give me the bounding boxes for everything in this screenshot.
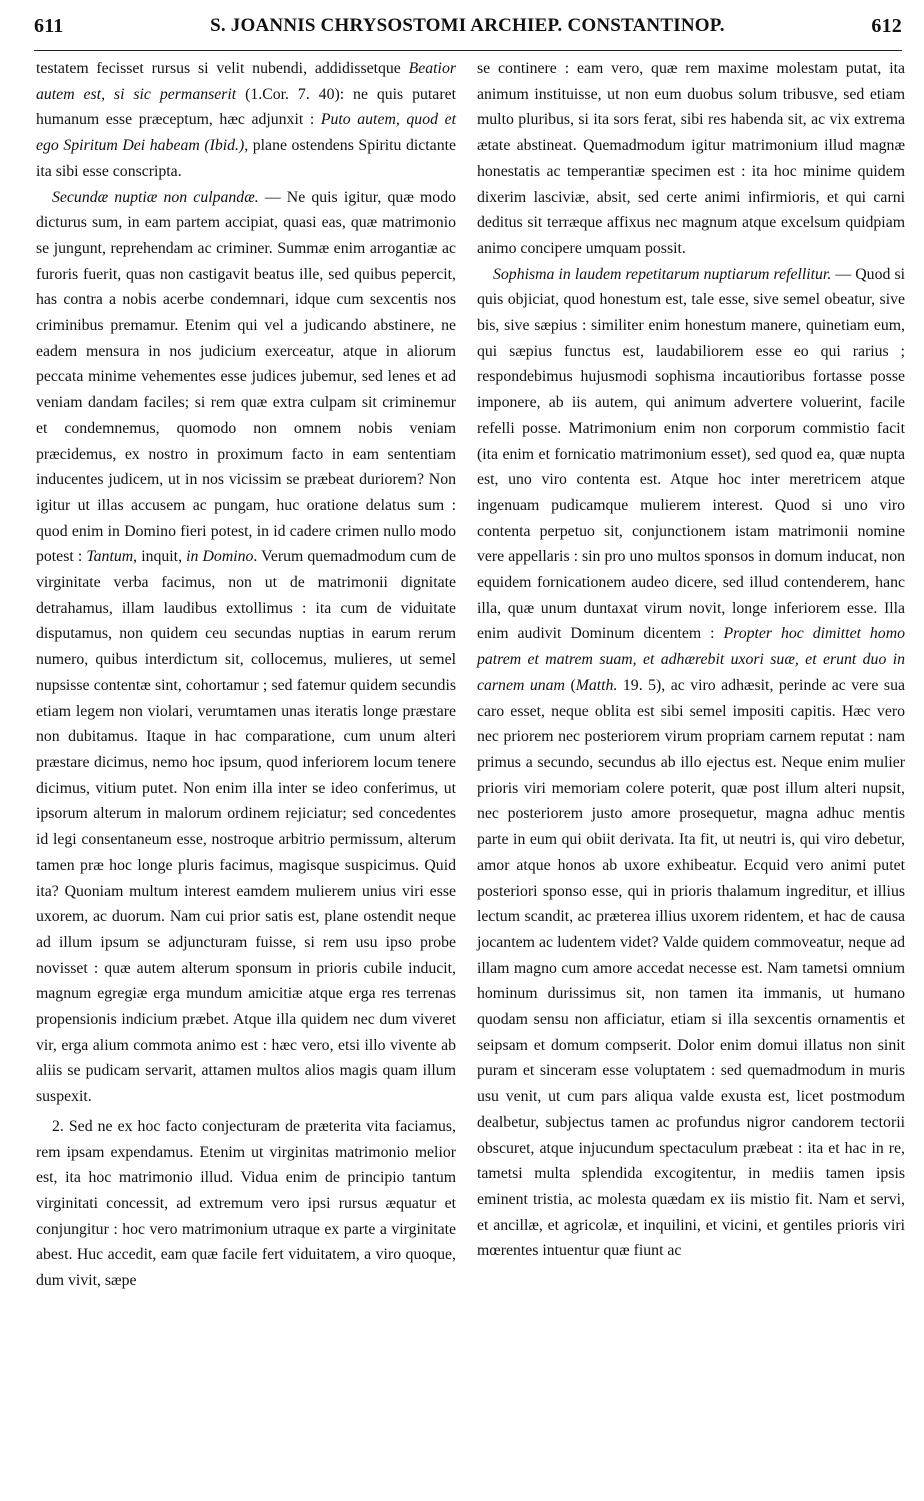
left-column bbox=[36, 56, 456, 1481]
left-paragraph-3: 2. Sed ne ex hoc facto conjecturam de præterita vita faciamus, rem ipsam expendamus. Etenim ut virginitas matrimonio melior est, ita hoc matrimonio illud. Vidua enim de principio tantum virginitati concessit, ad extremum vero ipsi rursus æquatur et conjungitur : hoc vero matrimonium utraque ex parte a virginitate abest. Huc accedit, eam quæ facile fert viduitatem, a viro quoque, dum vivit, sæpe bbox=[36, 1117, 456, 1290]
right-paragraph-2: Sophisma in laudem repetitarum nuptiarum refellitur. — Quod si quis objiciat, quod honestum est, tale esse, sive semel obeatur, sive bis, sive sæpius : similiter enim honestum manere, quinetiam eum, qui sæpius functus est, laudabiliorem esse eo qui rarius ; respondebimus hujusmodi sophisma incautioribus fortasse posse imponere, ab iis autem, qui animum advertere voluerint, facile refelli posse. Matrimonium enim non corporum commistio facit (ita enim et fornicatio matrimonium esset), sed quod ea, quæ nupta est, uno viro contenta est. Atque hoc inter meretricem atque ingenuam pudicamque mulierem interest. Quod si uno viro contenta perpetuo sit, conjunctionem istam matrimonii nomine vere appellaris : sin pro uno multos sponsos in domum inducat, non equidem fornicationem audeo dicere, sed illud contenderem, hanc illa, quæ unum duntaxat virum novit, longe inferiorem esse. Illa enim audivit Dominum dicentem : Propter hoc dimittet homo patrem et matrem suam, et adhærebit uxori suæ, et erunt duo in carnem unam (Matth. 19. 5), ac viro adhæsit, perinde ac vere sua caro esset, neque oblita est sibi semel impositi capitis. Hæc vero nec priorem nec posteriorem virum propriam carnem reputat : nam primus a secundo, secundus ab illo ejectus est. Neque enim mulier prioris viri memoriam colere poterit, quæ post illum alteri nupsit, nec posteriorem justo amore prosequetur, magna adhuc mentis parte in eum qui obiit derivata. Ita fit, ut neutri is, qui viro debetur, amor atque honos ab uxore exhibeatur. Ecquid vero animi putet posteriori sponso esse, qui in prioris thalamum ingreditur, et illius lectum scandit, ac præterea illius uxorem ridentem, et hac de causa jocantem ac ludentem videt? Valde quidem commoveatur, neque ad illam magno cum amore accedat necesse est. Nam tametsi omnium hominum durissimus sit, non tamen ita immanis, ut humano quodam sensu non afficiatur, etiam si illa sexcentis ornamentis et seipsam et domum compserit. Dolor enim domui illatus non sinit puram et sinceram esse voluptatem : sed quemadmodum in muris usu venit, ut cum pars aliqua valde exusta est, licet postmodum dealbetur, subjectus tamen ac profundus nigror candorem tectorii obscuret, atque injucundum spectaculum præbeat : ita et hac in re, tametsi multa splendida excogitentur, in mediis tamen ipsis eminent tristia, ac molesta quædam ex iis mistio fit. Nam et servi, et ancillæ, et agricolæ, et inquilini, et vicini, et gentiles prioris viri mœrentes intuentur quæ fiunt ac bbox=[477, 265, 906, 1260]
section-heading: Sophisma in laudem repetitarum nuptiarum refellitur. bbox=[493, 265, 832, 283]
header-rule bbox=[34, 50, 902, 51]
right-paragraph-1: se continere : eam vero, quæ rem maxime molestam putat, ita animum instituisse, ut non eum duobus solum tribusve, sed etiam multo pluribus, si ita sors ferat, sibi res habenda sit, ac vix extrema ætate abstineat. Quemadmodum igitur matrimonium illud magnæ honestatis ac temperantiæ specimen est : ita hoc minime quidem dixerim lasciviæ, absit, sed certe animi infirmioris, et qui carni deditus sit terræque affixus nec magnum atque excelsum quidpiam animo concipere umquam possit. bbox=[477, 60, 905, 257]
section-heading: Secundæ nuptiæ non culpandæ. bbox=[52, 188, 259, 206]
page-header bbox=[34, 8, 902, 44]
left-paragraph-2: Secundæ nuptiæ non culpandæ. — Ne quis igitur, quæ modo dicturus sum, in eam partem accipiat, quasi eas, quæ matrimonio se jungunt, reprehendam ac criminer. Summæ enim arrogantiæ ac furoris fuerit, quas non castigavit beatus ille, sed quibus pepercit, has contra a nobis acerbe condemnari, idque cum sexcentis nos criminibus premamur. Etenim qui vel a judicando abstinere, ne eadem mensura in nos judicium exerceatur, atque in aliorum peccata minime vehementes esse judices jubemur, sed lenes et ad veniam dandam faciles; si rem quæ extra culpam sit criminemur et condemnemus, quomodo non omnem nobis veniam præcidemus, ex nostro in proximum facto in eam sententiam inducentes judicem, ut in nos vicissim se præbeat duriorem? Non igitur ut illas accusem ac pungam, huc oratione delatus sum : quod enim in Domino fieri potest, in id cadere crimen nullo modo potest : Tantum, inquit, in Domino. Verum quemadmodum cum de virginitate verba facimus, non ut de matrimonii dignitate detrahamus, illam laudibus extollimus : ita cum de viduitate disputamus, non quidem ceu secundas nuptias in earum rerum numero, quibus interdictum sit, collocemus, mulieres, ut semel nupsisse contentæ sint, cohortamur ; sed fatemur quidem secundis etiam legem non violari, verumtamen unas iteratis longe præstare non dubitamus. Itaque in hac comparatione, cum unum alteri præstare dicimus, nemo hoc ipsum, quod inferiorem locum tenere dicimus, vitium putet. Non enim illa inter se ideo conferimus, ut ipsorum alterum in malorum ordinem rejiciatur; sed concedentes id legi consentaneum esse, nostroque arbitrio permissum, alterum tamen præ hoc longe pluris facimus, magisque suspicimus. Quid ita? Quoniam multum interest eamdem mulierem unius viri esse uxorem, ac duorum. Nam cui prior satis est, plane ostendit neque ad illum ipsum se adjuncturam fuisse, si rem usu ipso probe novisset : quæ autem alterum sponsum in prioris cubile inducit, magnum egregiæ erga mundum amicitiæ atque erga res terrenas propensionis indicium præbet. Atque illa quidem nec dum viveret vir, erga alium commota animo est : hæc vero, etsi illo vivente ab aliis se pudicam servarit, attamen multos alios magis quam illum suspexit. bbox=[36, 188, 456, 1106]
left-paragraph-1: testatem fecisset rursus si velit nubendi, addidissetque Beatior autem est, si sic permanserit (1.Cor. 7. 40): ne quis putaret humanum esse præceptum, hæc adjunxit : Puto autem, quod et ego Spiritum Dei habeam (Ibid.), plane ostendens Spiritu dictante ita sibi esse conscripta. bbox=[36, 60, 456, 180]
running-title: S. JOANNIS CHRYSOSTOMI ARCHIEP. CONSTANTINOP. bbox=[210, 15, 725, 36]
right-column bbox=[477, 56, 905, 1481]
right-page-number: 612 bbox=[871, 14, 902, 37]
left-page-number: 611 bbox=[34, 14, 64, 37]
